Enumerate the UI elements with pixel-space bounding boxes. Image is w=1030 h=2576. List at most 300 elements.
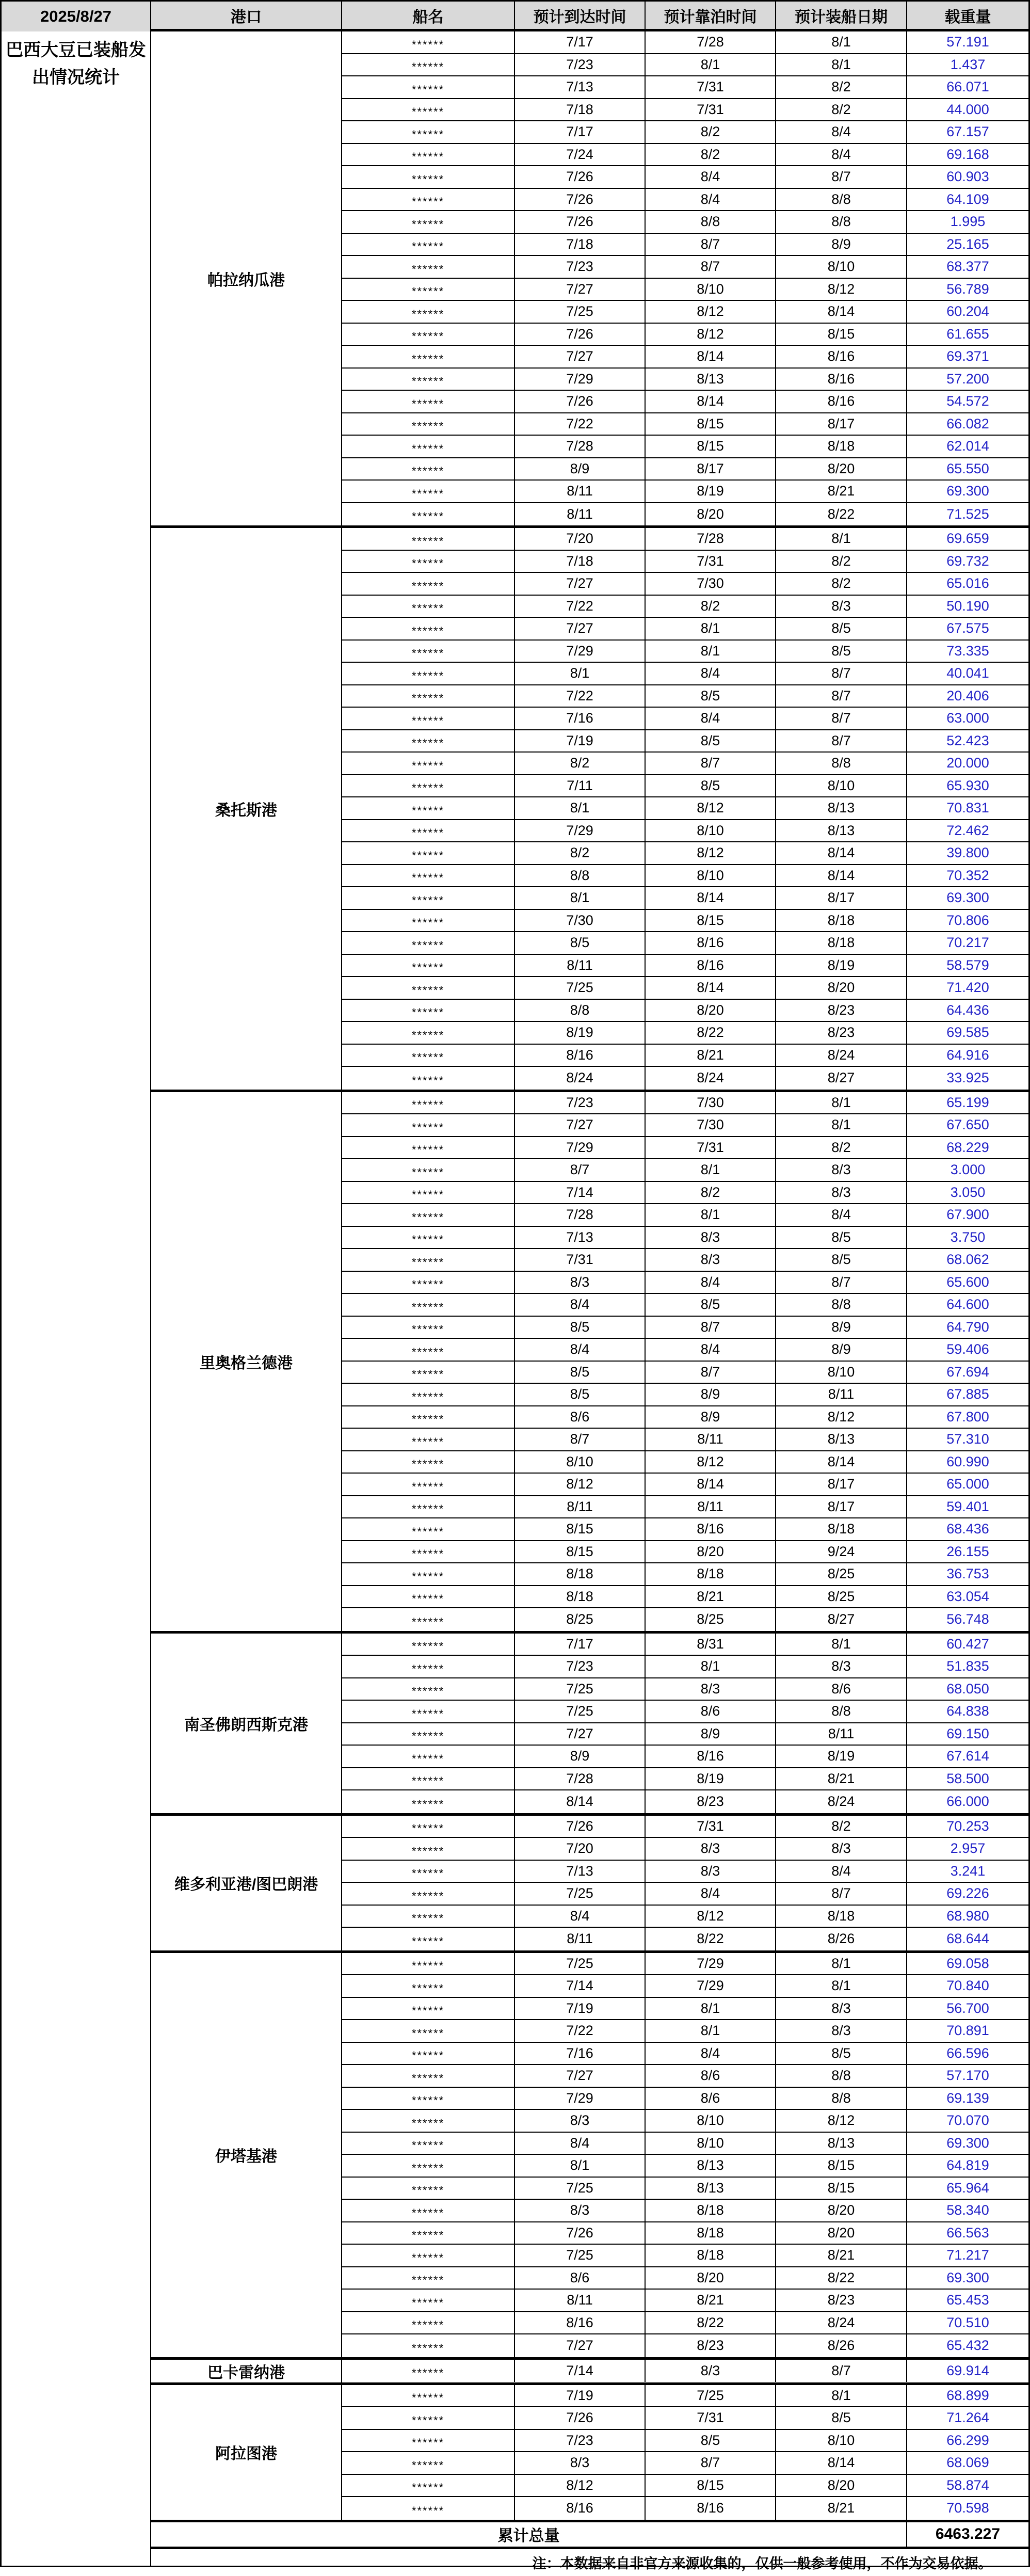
berth-cell: 8/14 <box>646 346 776 367</box>
load-date-cell: 8/3 <box>776 1838 907 1860</box>
table-row <box>342 1928 1028 1950</box>
ship-name-masked: ****** <box>411 2071 445 2085</box>
table-row <box>342 2200 1028 2222</box>
ship-name-masked: ****** <box>411 602 445 615</box>
arrival-cell: 7/19 <box>515 2385 646 2407</box>
arrival-cell: 7/28 <box>515 436 646 457</box>
ship-name-cell <box>342 481 515 502</box>
ship-name-masked: ****** <box>411 849 445 862</box>
table-row <box>342 481 1028 503</box>
port-name-cell: 里奥格兰德港 <box>151 1092 342 1631</box>
table-row <box>342 1723 1028 1746</box>
arrival-cell: 7/29 <box>515 641 646 662</box>
weight-cell: 58.874 <box>946 2477 989 2493</box>
load-date-cell: 8/14 <box>776 2452 907 2474</box>
weight-cell: 68.436 <box>946 1521 989 1537</box>
weight-cell: 66.596 <box>946 2045 989 2061</box>
table-row <box>342 1362 1028 1384</box>
table-row <box>342 1159 1028 1182</box>
arrival-cell: 8/11 <box>515 2290 646 2311</box>
load-date-cell: 8/7 <box>776 1272 907 1293</box>
arrival-cell: 8/15 <box>515 1518 646 1540</box>
arrival-cell: 7/23 <box>515 1092 646 1114</box>
table-body <box>151 31 1028 2522</box>
arrival-cell: 8/15 <box>515 1541 646 1563</box>
table-row <box>342 1701 1028 1723</box>
table-row <box>342 1678 1028 1701</box>
berth-cell: 8/13 <box>646 2178 776 2199</box>
arrival-cell: 7/18 <box>515 99 646 121</box>
port-group <box>151 528 1028 1092</box>
weight-cell: 67.614 <box>946 1748 989 1764</box>
ship-name-masked: ****** <box>411 1547 445 1561</box>
ship-name-masked: ****** <box>411 217 445 231</box>
arrival-cell: 7/14 <box>515 2360 646 2382</box>
ship-name-masked: ****** <box>411 1685 445 1698</box>
arrival-cell: 8/14 <box>515 1790 646 1813</box>
load-date-cell: 8/19 <box>776 1746 907 1767</box>
weight-cell: 69.150 <box>946 1725 989 1741</box>
berth-cell: 7/31 <box>646 1137 776 1159</box>
table-row <box>342 775 1028 798</box>
port-group <box>151 1092 1028 1634</box>
ship-name-cell <box>342 2065 515 2087</box>
arrival-cell: 8/5 <box>515 932 646 954</box>
ship-name-masked: ****** <box>411 1051 445 1064</box>
ship-name-cell <box>342 2360 515 2382</box>
ship-name-masked: ****** <box>411 2026 445 2040</box>
port-name-cell: 巴卡雷纳港 <box>151 2360 342 2382</box>
ship-name-masked: ****** <box>411 2251 445 2264</box>
table-row <box>342 166 1028 189</box>
berth-cell: 8/10 <box>646 2133 776 2154</box>
table-row <box>342 1518 1028 1541</box>
berth-cell: 8/6 <box>646 1701 776 1722</box>
arrival-cell: 7/19 <box>515 730 646 752</box>
load-date-cell: 8/20 <box>776 2222 907 2244</box>
weight-cell: 72.462 <box>946 822 989 838</box>
ship-name-masked: ****** <box>411 1959 445 1973</box>
load-date-cell: 8/21 <box>776 2245 907 2266</box>
total-row <box>151 2522 1028 2549</box>
table-row <box>342 211 1028 234</box>
table-row <box>342 369 1028 391</box>
table-row <box>342 1114 1028 1137</box>
ship-name-cell <box>342 2155 515 2177</box>
table-row <box>342 1137 1028 1160</box>
total-value: 6463.227 <box>935 2525 1001 2542</box>
table-row <box>342 1451 1028 1474</box>
ship-name-masked: ****** <box>411 1143 445 1157</box>
berth-cell: 8/1 <box>646 1159 776 1181</box>
berth-cell: 8/20 <box>646 503 776 526</box>
weight-cell: 70.352 <box>946 867 989 883</box>
table-row <box>342 2475 1028 2498</box>
weight-cell: 51.835 <box>946 1658 989 1674</box>
berth-cell: 8/19 <box>646 1768 776 1790</box>
ship-name-cell <box>342 663 515 684</box>
arrival-cell: 8/16 <box>515 2497 646 2520</box>
load-date-cell: 8/20 <box>776 2200 907 2221</box>
weight-cell: 62.014 <box>946 438 989 454</box>
table-row <box>342 1746 1028 1768</box>
table-row <box>342 685 1028 708</box>
load-date-cell: 8/25 <box>776 1586 907 1608</box>
berth-cell: 8/2 <box>646 144 776 166</box>
load-date-cell: 8/12 <box>776 1406 907 1428</box>
weight-cell: 65.432 <box>946 2338 989 2354</box>
table-row <box>342 1975 1028 1998</box>
ship-name-cell <box>342 166 515 188</box>
ship-name-masked: ****** <box>411 1640 445 1653</box>
table-row <box>342 2178 1028 2200</box>
berth-cell: 8/5 <box>646 2430 776 2452</box>
load-date-cell: 8/14 <box>776 1451 907 1473</box>
col-header-load-date: 预计装船日期 <box>776 2 907 29</box>
arrival-cell: 7/22 <box>515 596 646 617</box>
berth-cell: 8/4 <box>646 2043 776 2065</box>
ship-name-masked: ****** <box>411 2341 445 2355</box>
port-name-cell: 伊塔基港 <box>151 1953 342 2357</box>
weight-cell: 68.980 <box>946 1908 989 1924</box>
ship-name-cell <box>342 528 515 550</box>
ship-name-masked: ****** <box>411 759 445 772</box>
weight-cell: 50.190 <box>946 598 989 614</box>
weight-cell: 20.406 <box>946 687 989 703</box>
berth-cell: 8/5 <box>646 685 776 707</box>
table-row <box>342 2430 1028 2453</box>
berth-cell: 8/20 <box>646 1000 776 1021</box>
berth-cell: 8/9 <box>646 1384 776 1405</box>
table-row <box>342 977 1028 1000</box>
ship-name-cell <box>342 1182 515 1204</box>
table-row <box>342 2360 1028 2382</box>
port-group <box>151 1953 1028 2360</box>
load-date-cell: 8/1 <box>776 31 907 53</box>
table-row <box>342 1092 1028 1115</box>
berth-cell: 8/3 <box>646 1861 776 1882</box>
ship-name-masked: ****** <box>411 1867 445 1880</box>
berth-cell: 7/31 <box>646 99 776 121</box>
weight-cell: 57.191 <box>946 34 989 50</box>
note-row <box>151 2549 1028 2576</box>
ship-name-masked: ****** <box>411 1774 445 1788</box>
table-row <box>342 413 1028 436</box>
ship-name-masked: ****** <box>411 2458 445 2472</box>
weight-cell: 1.437 <box>950 56 986 72</box>
load-date-cell: 8/23 <box>776 1000 907 1021</box>
ship-name-cell <box>342 1451 515 1473</box>
berth-cell: 7/30 <box>646 1114 776 1136</box>
load-date-cell: 8/11 <box>776 1723 907 1745</box>
table-row <box>342 753 1028 775</box>
ship-name-cell <box>342 1608 515 1631</box>
ship-name-masked: ****** <box>411 1525 445 1538</box>
table-row <box>342 1496 1028 1519</box>
ship-name-masked: ****** <box>411 1458 445 1471</box>
ship-name-cell <box>342 2475 515 2497</box>
arrival-cell: 8/2 <box>515 842 646 864</box>
arrival-cell: 8/3 <box>515 2452 646 2474</box>
ship-name-masked: ****** <box>411 2436 445 2450</box>
table-row <box>342 2133 1028 2155</box>
ship-name-cell <box>342 1159 515 1181</box>
ship-name-masked: ****** <box>411 2229 445 2242</box>
berth-cell: 8/10 <box>646 820 776 842</box>
table-row <box>342 458 1028 481</box>
berth-cell: 8/12 <box>646 1906 776 1927</box>
table-row <box>342 31 1028 54</box>
arrival-cell: 7/14 <box>515 1975 646 1997</box>
berth-cell: 8/13 <box>646 369 776 390</box>
table-row <box>342 1768 1028 1791</box>
col-header-port: 港口 <box>151 2 342 29</box>
berth-cell: 8/12 <box>646 324 776 345</box>
table-row <box>342 1000 1028 1022</box>
ship-name-masked: ****** <box>411 534 445 548</box>
load-date-cell: 8/16 <box>776 346 907 367</box>
weight-cell: 58.579 <box>946 957 989 973</box>
col-header-arrival: 预计到达时间 <box>515 2 646 29</box>
ship-name-cell <box>342 2020 515 2042</box>
table-row <box>342 279 1028 301</box>
ship-name-cell <box>342 458 515 480</box>
ship-name-cell <box>342 76 515 98</box>
load-date-cell: 8/20 <box>776 977 907 999</box>
ship-name-cell <box>342 2452 515 2474</box>
ship-name-masked: ****** <box>411 557 445 570</box>
weight-cell: 71.264 <box>946 2410 989 2426</box>
table-row <box>342 1045 1028 1067</box>
arrival-cell: 7/27 <box>515 573 646 595</box>
berth-cell: 8/18 <box>646 1563 776 1585</box>
table-row <box>342 551 1028 573</box>
load-date-cell: 8/4 <box>776 1861 907 1882</box>
ship-name-cell <box>342 1045 515 1066</box>
ship-name-masked: ****** <box>411 1570 445 1583</box>
weight-cell: 52.423 <box>946 732 989 748</box>
weight-cell: 64.819 <box>946 2157 989 2173</box>
arrival-cell: 7/19 <box>515 1998 646 2020</box>
arrival-cell: 8/1 <box>515 663 646 684</box>
weight-cell: 1.995 <box>950 214 986 230</box>
arrival-cell: 8/1 <box>515 887 646 909</box>
weight-cell: 58.500 <box>946 1770 989 1786</box>
weight-cell: 59.401 <box>946 1498 989 1514</box>
load-date-cell: 8/17 <box>776 1496 907 1518</box>
load-date-cell: 8/4 <box>776 1204 907 1226</box>
berth-cell: 8/11 <box>646 1496 776 1518</box>
ship-name-cell <box>342 573 515 595</box>
table-row <box>342 910 1028 933</box>
ship-name-cell <box>342 1067 515 1090</box>
ship-name-cell <box>342 2312 515 2334</box>
load-date-cell: 8/18 <box>776 436 907 457</box>
report-title: 巴西大豆已装船发出情况统计 <box>6 40 146 87</box>
weight-cell: 64.916 <box>946 1047 989 1063</box>
arrival-cell: 7/27 <box>515 1114 646 1136</box>
berth-cell: 8/20 <box>646 1541 776 1563</box>
arrival-cell: 7/26 <box>515 211 646 233</box>
arrival-cell: 7/24 <box>515 144 646 166</box>
arrival-cell: 7/23 <box>515 1656 646 1677</box>
berth-cell: 8/5 <box>646 730 776 752</box>
ship-name-masked: ****** <box>411 1797 445 1811</box>
weight-cell: 68.050 <box>946 1681 989 1697</box>
weight-cell: 36.753 <box>946 1566 989 1582</box>
ship-name-masked: ****** <box>411 1345 445 1358</box>
weight-cell: 67.575 <box>946 620 989 636</box>
ship-name-cell <box>342 1953 515 1975</box>
load-date-cell: 8/11 <box>776 1384 907 1405</box>
ship-name-cell <box>342 2334 515 2357</box>
berth-cell: 8/22 <box>646 1928 776 1950</box>
load-date-cell: 8/24 <box>776 1790 907 1813</box>
table-row <box>342 596 1028 618</box>
berth-cell: 8/18 <box>646 2222 776 2244</box>
ship-name-cell <box>342 121 515 143</box>
ship-name-cell <box>342 2407 515 2429</box>
ship-name-cell <box>342 1022 515 1044</box>
ship-name-masked: ****** <box>411 714 445 727</box>
arrival-cell: 8/10 <box>515 1451 646 1473</box>
berth-cell: 8/3 <box>646 2360 776 2382</box>
table-row <box>342 1541 1028 1564</box>
arrival-cell: 8/18 <box>515 1563 646 1585</box>
berth-cell: 8/15 <box>646 910 776 932</box>
load-date-cell: 8/1 <box>776 1092 907 1114</box>
load-date-cell: 8/3 <box>776 1656 907 1677</box>
ship-name-masked: ****** <box>411 262 445 276</box>
berth-cell: 7/28 <box>646 31 776 53</box>
ship-name-cell <box>342 1838 515 1860</box>
ship-name-cell <box>342 279 515 300</box>
ship-name-masked: ****** <box>411 2413 445 2427</box>
port-name-cell: 南圣佛朗西斯克港 <box>151 1634 342 1813</box>
load-date-cell: 9/24 <box>776 1541 907 1563</box>
table-row <box>342 2334 1028 2357</box>
ship-name-cell <box>342 1000 515 1021</box>
berth-cell: 8/3 <box>646 1249 776 1271</box>
arrival-cell: 8/8 <box>515 1000 646 1021</box>
weight-cell: 69.732 <box>946 553 989 569</box>
weight-cell: 69.585 <box>946 1025 989 1041</box>
ship-name-masked: ****** <box>411 2094 445 2107</box>
arrival-cell: 7/25 <box>515 2245 646 2266</box>
berth-cell: 8/6 <box>646 2065 776 2087</box>
table-row <box>342 1563 1028 1586</box>
table-row <box>342 234 1028 257</box>
ship-name-cell <box>342 2245 515 2266</box>
load-date-cell: 8/12 <box>776 279 907 300</box>
ship-name-masked: ****** <box>411 442 445 455</box>
load-date-cell: 8/21 <box>776 1768 907 1790</box>
load-date-cell: 8/9 <box>776 1339 907 1361</box>
load-date-cell: 8/5 <box>776 618 907 639</box>
berth-cell: 8/6 <box>646 2088 776 2109</box>
weight-cell: 63.000 <box>946 710 989 726</box>
berth-cell: 8/4 <box>646 708 776 729</box>
table-row <box>342 573 1028 596</box>
weight-cell: 67.157 <box>946 124 989 140</box>
berth-cell: 8/22 <box>646 2312 776 2334</box>
load-date-cell: 8/13 <box>776 820 907 842</box>
ship-name-cell <box>342 31 515 53</box>
port-name-cell: 阿拉图港 <box>151 2385 342 2520</box>
weight-cell: 56.789 <box>946 281 989 297</box>
ship-name-cell <box>342 436 515 457</box>
arrival-cell: 7/11 <box>515 775 646 797</box>
berth-cell: 8/23 <box>646 2334 776 2357</box>
ship-name-cell <box>342 1634 515 1655</box>
table-row <box>342 1429 1028 1451</box>
load-date-cell: 8/7 <box>776 685 907 707</box>
table-row <box>342 189 1028 212</box>
table-row <box>342 2065 1028 2088</box>
port-rows <box>342 2385 1028 2520</box>
weight-cell: 64.600 <box>946 1297 989 1313</box>
ship-name-masked: ****** <box>411 1165 445 1179</box>
ship-name-cell <box>342 2200 515 2221</box>
load-date-cell: 8/16 <box>776 369 907 390</box>
table-row <box>342 797 1028 820</box>
ship-name-cell <box>342 413 515 435</box>
table-row <box>342 76 1028 99</box>
berth-cell: 8/1 <box>646 2020 776 2042</box>
ship-name-masked: ****** <box>411 2184 445 2197</box>
load-date-cell: 8/5 <box>776 2043 907 2065</box>
ship-name-masked: ****** <box>411 2139 445 2152</box>
ship-name-cell <box>342 1723 515 1745</box>
load-date-cell: 8/21 <box>776 2497 907 2520</box>
ship-name-cell <box>342 1384 515 1405</box>
table-row <box>342 663 1028 685</box>
ship-name-masked: ****** <box>411 1028 445 1042</box>
col-header-weight: 载重量 <box>944 8 991 26</box>
weight-cell: 70.831 <box>946 800 989 816</box>
load-date-cell: 8/10 <box>776 1362 907 1383</box>
ship-name-cell <box>342 977 515 999</box>
ship-name-cell <box>342 1768 515 1790</box>
ship-name-cell <box>342 1816 515 1837</box>
load-date-cell: 8/21 <box>776 481 907 502</box>
load-date-cell: 8/1 <box>776 528 907 550</box>
load-date-cell: 8/26 <box>776 2334 907 2357</box>
ship-name-cell <box>342 391 515 412</box>
ship-name-masked: ****** <box>411 172 445 186</box>
ship-name-masked: ****** <box>411 420 445 433</box>
ship-name-masked: ****** <box>411 781 445 795</box>
table-row <box>342 1294 1028 1317</box>
load-date-cell: 8/1 <box>776 1953 907 1975</box>
table-row <box>342 1474 1028 1496</box>
load-date-cell: 8/8 <box>776 189 907 211</box>
ship-name-cell <box>342 708 515 729</box>
load-date-cell: 8/2 <box>776 551 907 572</box>
table-row <box>342 2290 1028 2312</box>
ship-name-masked: ****** <box>411 1255 445 1269</box>
berth-cell: 8/14 <box>646 887 776 909</box>
weight-cell: 54.572 <box>946 393 989 409</box>
ship-name-masked: ****** <box>411 647 445 660</box>
ship-name-cell <box>342 730 515 752</box>
berth-cell: 8/21 <box>646 2290 776 2311</box>
berth-cell: 8/3 <box>646 1838 776 1860</box>
arrival-cell: 7/22 <box>515 685 646 707</box>
berth-cell: 8/1 <box>646 641 776 662</box>
load-date-cell: 8/4 <box>776 121 907 143</box>
ship-name-masked: ****** <box>411 1368 445 1381</box>
